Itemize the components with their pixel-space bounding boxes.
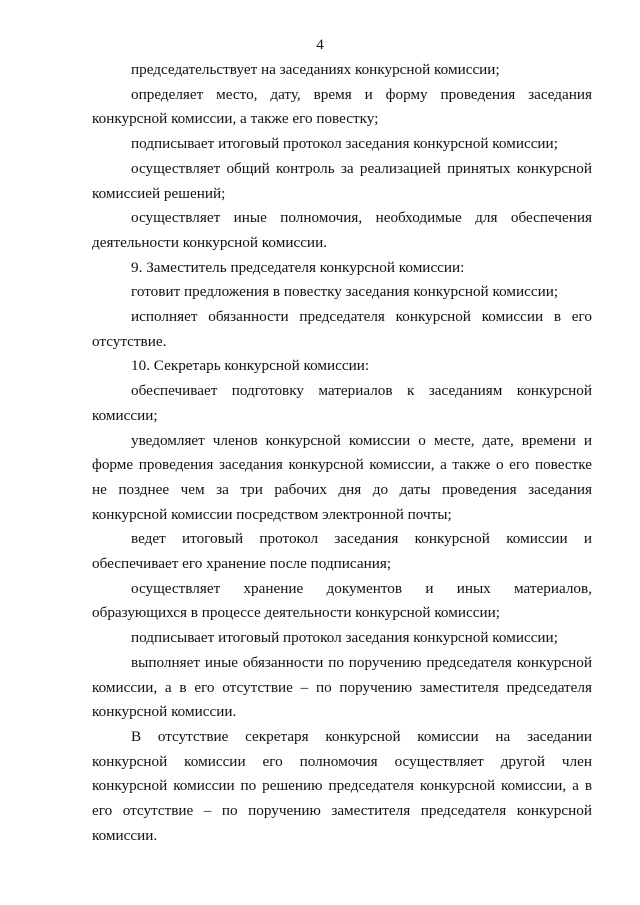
paragraph: готовит предложения в повестку заседания конкурсной комиссии;	[131, 283, 559, 301]
document-body	[92, 58, 592, 849]
section-heading: 9. Заместитель председателя конкурсной комиссии:	[131, 258, 465, 276]
paragraph: исполняет обязанности председателя конкурсной комиссии в его отсутствие.	[92, 308, 592, 350]
paragraph: подписывает итоговый протокол заседания конкурсной комиссии;	[131, 629, 558, 647]
page-number: 4	[316, 37, 324, 53]
paragraph: В отсутствие секретаря конкурсной комиссии на заседании конкурсной комиссии его полномочия осуществляет другой член конкурсной комиссии по решению председателя конкурсной комиссии, а в его отсутствие – по поручению заместителя председателя конкурсной комиссии.	[92, 727, 592, 844]
paragraph: подписывает итоговый протокол заседания конкурсной комиссии;	[131, 135, 558, 153]
paragraph: осуществляет общий контроль за реализацией принятых конкурсной комиссией решений;	[92, 159, 592, 202]
paragraph: ведет итоговый протокол заседания конкурсной комиссии и обеспечивает его хранение после подписания;	[92, 530, 592, 573]
section-heading: 10. Секретарь конкурсной комиссии:	[131, 357, 370, 375]
paragraph: уведомляет членов конкурсной комиссии о месте, дате, времени и форме проведения заседания конкурсной комиссии, а также о его повестке не позднее чем за три рабочих дня до даты проведения заседания конкурсной комиссии посредством электронной почты;	[92, 431, 592, 523]
paragraph: определяет место, дату, время и форму проведения заседания конкурсной комиссии, а также его повестку;	[92, 85, 592, 128]
paragraph: выполняет иные обязанности по поручению председателя конкурсной комиссии, а в его отсутствие – по поручению заместителя председателя конкурсной комиссии.	[92, 653, 592, 721]
paragraph: осуществляет хранение документов и иных материалов, образующихся в процессе деятельности конкурсной комиссии;	[92, 579, 592, 622]
paragraph: обеспечивает подготовку материалов к заседаниям конкурсной комиссии;	[92, 382, 592, 424]
paragraph: осуществляет иные полномочия, необходимые для обеспечения деятельности конкурсной комиссии.	[92, 209, 592, 251]
paragraph: председательствует на заседаниях конкурсной комиссии;	[131, 61, 500, 78]
